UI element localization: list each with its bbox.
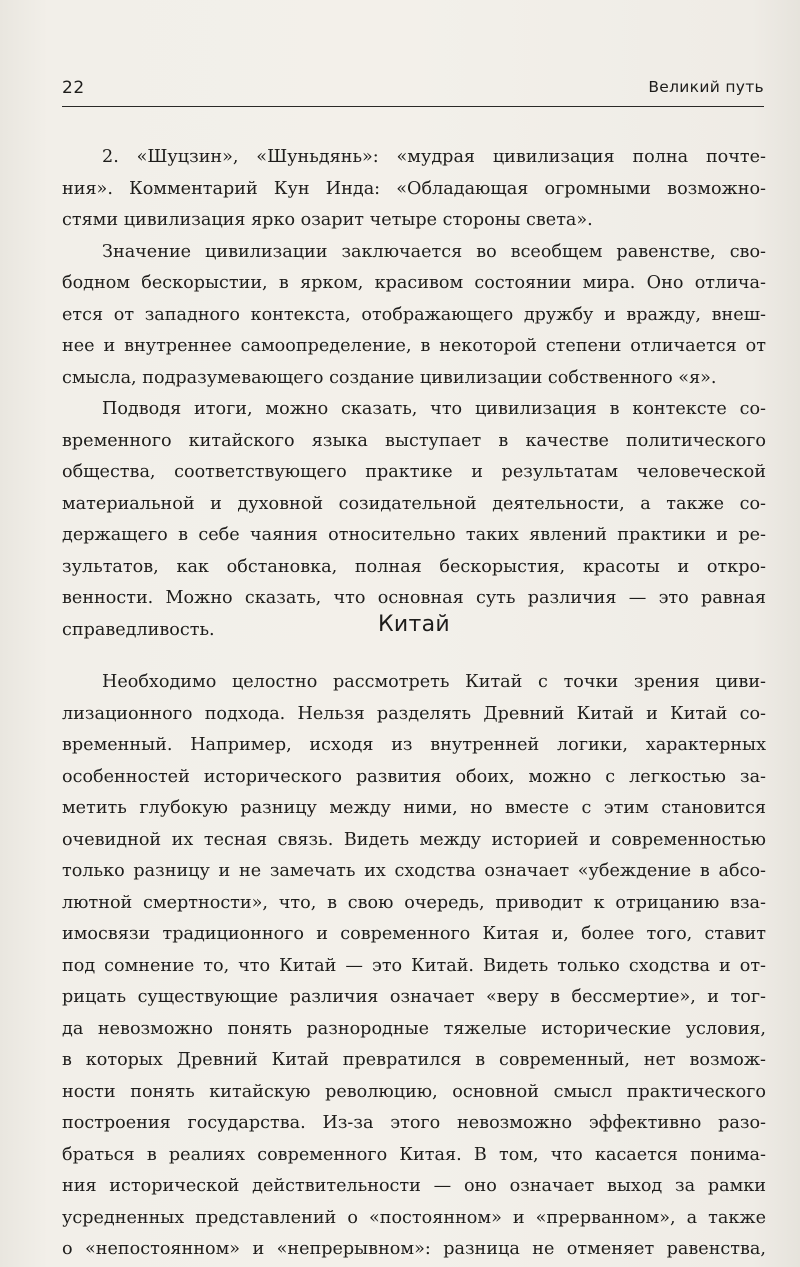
- text-line: лизационного подхода. Нельзя разделять Древний Китай и Китай со-: [62, 703, 766, 724]
- text-line: 2. «Шуцзин», «Шуньдянь»: «мудрая цивилизация полна почте-: [102, 147, 766, 167]
- text-line: в которых Древний Китай превратился в современный, нет возмож-: [62, 1050, 766, 1070]
- section-heading-china: Китай: [377, 612, 450, 637]
- paragraph-china-civilizational-approach: [62, 667, 766, 1266]
- text-line: временного китайского языка выступает в качестве политического: [62, 430, 766, 451]
- text-line: очевидной их тесная связь. Видеть между историей и современностью: [62, 829, 766, 850]
- text-line: стями цивилизация ярко озарит четыре стороны света».: [62, 210, 593, 230]
- text-line: метить глубокую разницу между ними, но вместе с этим становится: [62, 798, 766, 818]
- text-line: браться в реалиях современного Китая. В том, что касается понима-: [62, 1144, 766, 1165]
- text-line: Подводя итоги, можно сказать, что цивилизация в контексте со-: [102, 399, 766, 419]
- text-line: зультатов, как обстановка, полная бескорыстия, красоты и откро-: [62, 556, 766, 577]
- text-line: общества, соответствующего практике и результатам человеческой: [62, 462, 766, 482]
- text-line: о «непостоянном» и «непрерывном»: разница не отменяет равенства,: [62, 1239, 766, 1259]
- running-head: [62, 68, 764, 108]
- section-china-text: [62, 667, 766, 1266]
- text-line: бодном бескорыстии, в ярком, красивом состоянии мира. Оно отлича-: [62, 273, 766, 293]
- text-line: смысла, подразумевающего создание цивилизации собственного «я».: [62, 367, 717, 388]
- text-line: лютной смертности», что, в свою очередь, приводит к отрицанию вза-: [62, 892, 766, 913]
- header-rule: [62, 106, 764, 107]
- text-line: усредненных представлений о «постоянном» и «прерванном», а также: [62, 1207, 766, 1228]
- text-line: да невозможно понять разнородные тяжелые исторические условия,: [62, 1018, 766, 1039]
- text-line: под сомнение то, что Китай — это Китай. Видеть только сходства и от-: [62, 955, 766, 976]
- text-line: рицать существующие различия означает «веру в бессмертие», и тог-: [62, 987, 766, 1007]
- page-number: 22: [62, 78, 85, 98]
- running-title: Великий путь: [648, 78, 764, 96]
- text-line: Значение цивилизации заключается во всеобщем равенстве, сво-: [102, 241, 766, 262]
- text-line: ния». Комментарий Кун Инда: «Обладающая огромными возможно-: [62, 178, 766, 199]
- paragraph-meaning-of-civilization: [62, 237, 766, 395]
- text-line: имосвязи традиционного и современного Китая и, более того, ставит: [62, 924, 766, 944]
- text-line: ется от западного контекста, отображающего дружбу и вражду, внеш-: [62, 304, 766, 325]
- text-line: Необходимо целостно рассмотреть Китай с точки зрения циви-: [102, 672, 766, 692]
- text-line: ния исторической действительности — оно означает выход за рамки: [62, 1176, 766, 1196]
- text-line: только разницу и не замечать их сходства означает «убеждение в абсо-: [62, 861, 766, 881]
- paragraph-summary: [62, 394, 766, 646]
- text-line: построения государства. Из-за этого невозможно эффективно разо-: [62, 1113, 766, 1133]
- text-line: справедливость.: [62, 619, 215, 640]
- text-line: материальной и духовной созидательной деятельности, а также со-: [62, 493, 766, 514]
- text-line: ности понять китайскую революцию, основной смысл практического: [62, 1081, 766, 1102]
- section-civilization-text: [62, 142, 766, 646]
- text-line: особенностей исторического развития обоих, можно с легкостью за-: [62, 766, 766, 787]
- text-line: временный. Например, исходя из внутренней логики, характерных: [62, 735, 766, 755]
- text-line: венности. Можно сказать, что основная суть различия — это равная: [62, 588, 766, 608]
- text-line: держащего в себе чаяния относительно таких явлений практики и ре-: [62, 525, 766, 545]
- text-line: нее и внутреннее самоопределение, в некоторой степени отличается от: [62, 336, 766, 356]
- paragraph-shujing-quote: [62, 142, 766, 237]
